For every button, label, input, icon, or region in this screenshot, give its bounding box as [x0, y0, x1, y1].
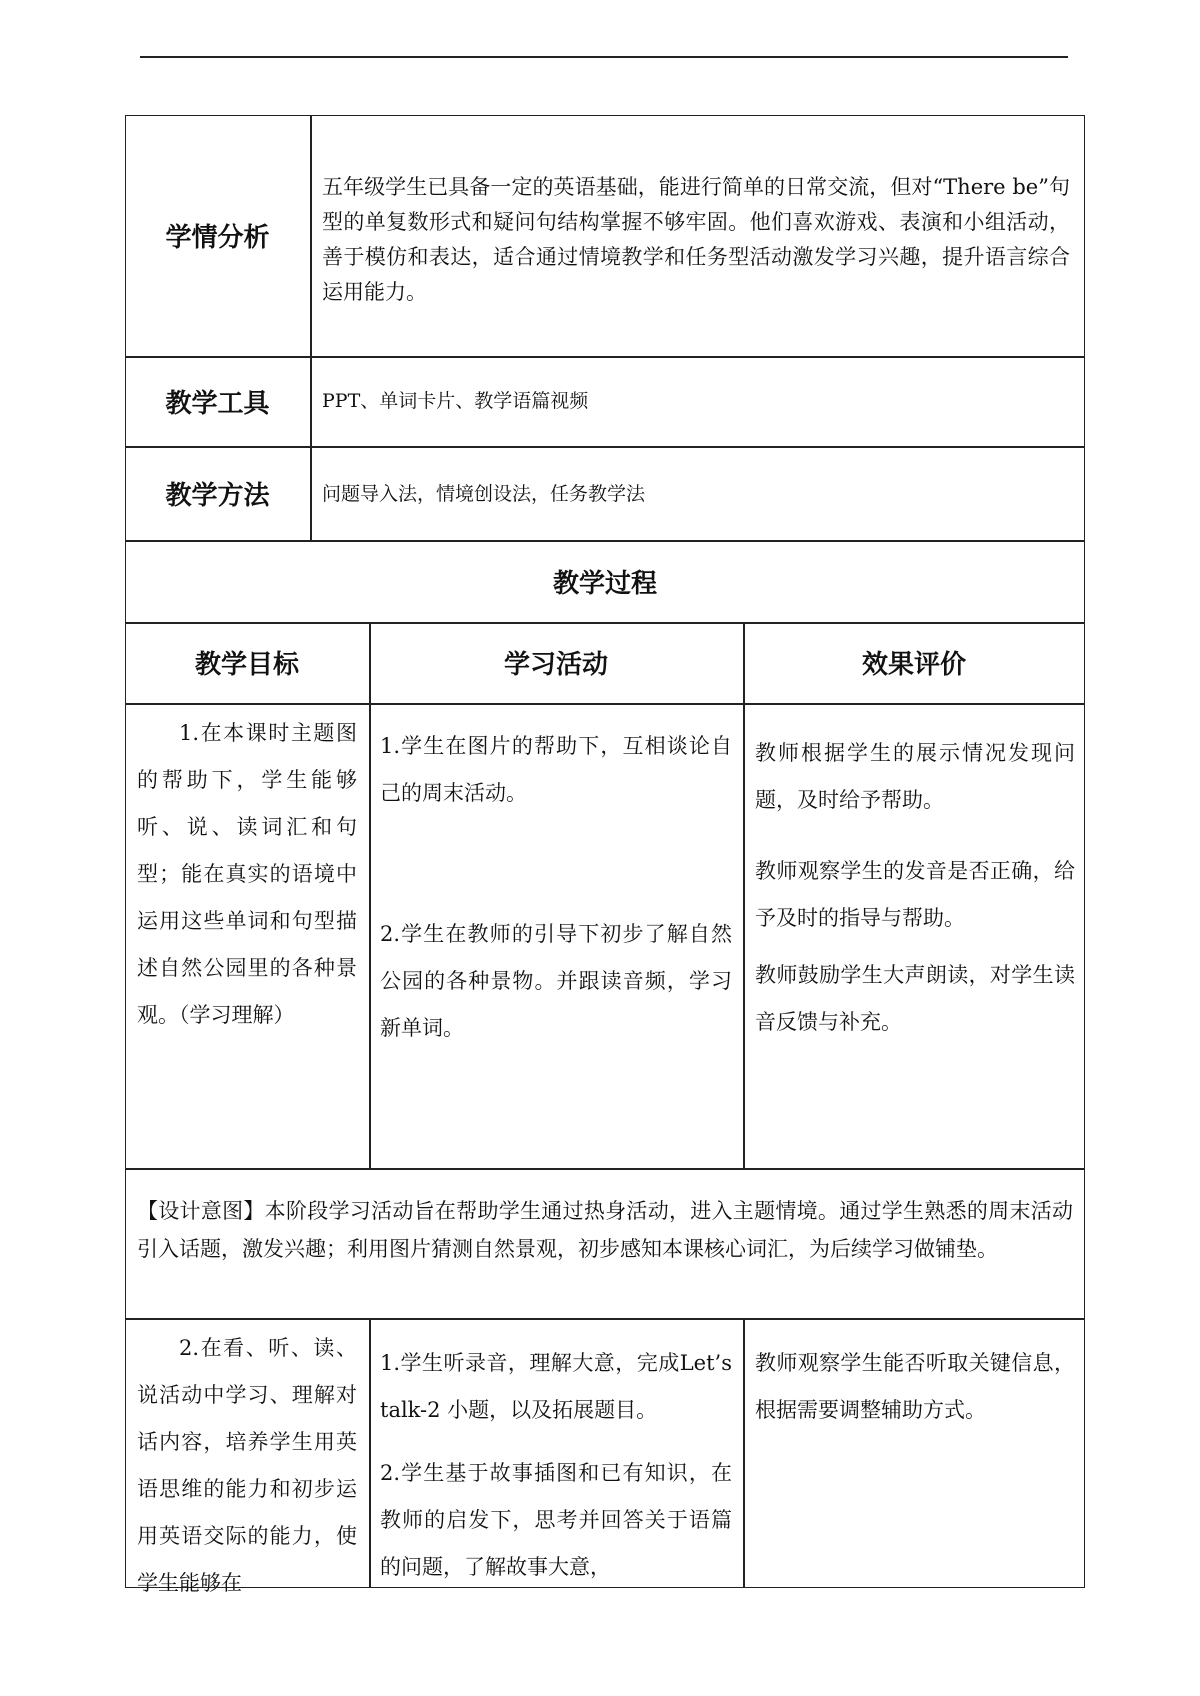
row2-evaluation-1: 教师观察学生能否听取关键信息，根据需要调整辅助方式。 — [755, 1351, 1075, 1422]
methods-label: 教学方法 — [165, 480, 270, 511]
methods-text: 问题导入法，情境创设法，任务教学法 — [322, 483, 646, 505]
row1-evaluation-1: 教师根据学生的展示情况发现问题，及时给予帮助。 — [755, 741, 1075, 812]
row2-activity-1: 1.学生听录音，理解大意，完成Let’s talk-2 小题，以及拓展题目。 — [380, 1351, 732, 1422]
row1-evaluation-2: 教师观察学生的发音是否正确，给予及时的指导与帮助。 — [755, 859, 1075, 930]
analysis-label: 学情分析 — [165, 223, 270, 253]
row1-activity-2: 2.学生在教师的引导下初步了解自然公园的各种景物。并跟读音频，学习新单词。 — [380, 922, 732, 1040]
row1-evaluation-3: 教师鼓励学生大声朗读，对学生读音反馈与补充。 — [755, 963, 1075, 1034]
row1-activity-1: 1.学生在图片的帮助下，互相谈论自己的周末活动。 — [380, 734, 732, 805]
analysis-text: 五年级学生已具备一定的英语基础，能进行简单的日常交流，但对“There be”句型的单复数形式和疑问句结构掌握不够牢固。他们喜欢游戏、表演和小组活动，善于模仿和表达，适合通过情境教学和任务型活动激发学习兴趣，提升语言综合运用能力。 — [322, 175, 1070, 304]
row2-activities — [380, 1340, 732, 1591]
row1-goal: 1.在本课时主题图的帮助下，学生能够听、说、读词汇和句型；能在真实的语境中运用这些单词和句型描述自然公园里的各种景观。（学习理解） — [137, 721, 357, 1027]
row1-evaluations — [755, 730, 1075, 1046]
tools-label: 教学工具 — [165, 388, 270, 419]
row2-evaluations — [755, 1340, 1075, 1434]
column-header-activity: 学习活动 — [503, 650, 608, 680]
header-rule — [140, 56, 1068, 58]
column-header-evaluation: 效果评价 — [861, 650, 966, 680]
design-intent: 【设计意图】本阶段学习活动旨在帮助学生通过热身活动，进入主题情境。通过学生熟悉的周末活动引入话题，激发兴趣；利用图片猜测自然景观，初步感知本课核心词汇，为后续学习做铺垫。 — [137, 1199, 1073, 1261]
row2-goal: 2.在看、听、读、说活动中学习、理解对话内容，培养学生用英语思维的能力和初步运用英语交际的能力，使学生能够在 — [137, 1336, 357, 1595]
tools-text: PPT、单词卡片、教学语篇视频 — [322, 390, 589, 412]
row2-activity-2: 2.学生基于故事插图和已有知识，在教师的启发下，思考并回答关于语篇的问题，了解故事大意， — [380, 1461, 732, 1579]
process-title: 教学过程 — [552, 568, 657, 599]
column-header-goal: 教学目标 — [194, 650, 299, 680]
row1-activities — [380, 723, 732, 1052]
